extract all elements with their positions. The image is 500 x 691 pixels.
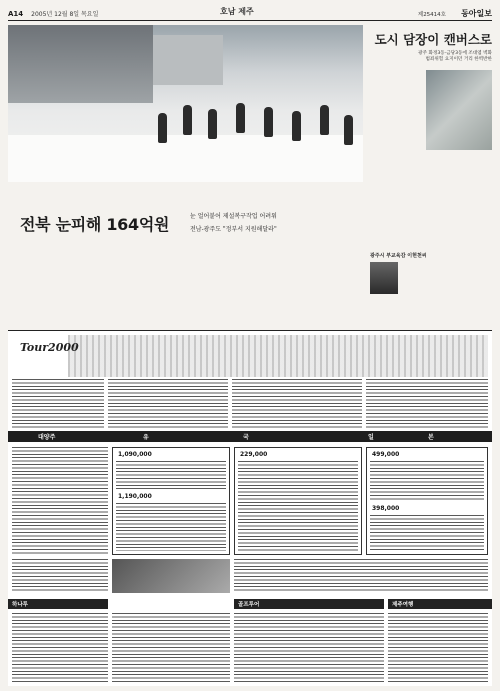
main-headline: 전북 눈피해 164억원 [20, 215, 170, 234]
photo-person [344, 115, 353, 145]
ad-price: 1,190,000 [118, 493, 152, 500]
photo-building [153, 35, 223, 85]
mural-photo [426, 70, 492, 150]
ad-listing-block [116, 461, 226, 489]
side-story-subtitle [370, 51, 492, 64]
side-story-header [370, 30, 492, 64]
photo-building [8, 25, 153, 103]
region-label: 일 [368, 434, 374, 441]
side-subtitle-line: 광주 화정3동·금당3동에 조대엽 벽화 [418, 51, 492, 56]
photo-person [292, 111, 301, 141]
profile-title: 광주시 부교육감 이현천씨 [370, 253, 427, 259]
ad-price: 1,090,000 [118, 451, 152, 458]
photo-person [236, 103, 245, 133]
ad-listing-block [370, 515, 484, 551]
profile-photo [370, 262, 398, 294]
photo-person [183, 105, 192, 135]
news-photo-snow-clearing [8, 25, 363, 182]
ad-listing-block [234, 559, 488, 593]
ad-bar: 하나투 [8, 599, 108, 609]
advertisement-section [8, 330, 492, 686]
ad-listing-block [116, 503, 226, 551]
region-label: 유 [143, 434, 149, 441]
photo-snow [8, 135, 363, 182]
ad-listing-block [12, 559, 108, 593]
ad-listing-block [12, 447, 108, 555]
ad-listing-block [370, 461, 484, 501]
paper-name: 동아일보 [461, 8, 492, 18]
photo-person [158, 113, 167, 143]
ad-listing-block [108, 379, 228, 429]
ad-listing-block [12, 379, 104, 429]
issue-date: 2005년 12월 8일 목요일 [31, 11, 99, 18]
page-header [8, 5, 492, 21]
region-bar [8, 431, 492, 442]
page-number: A14 [8, 10, 24, 18]
ad-listing-block [112, 613, 230, 683]
ad-price: 398,000 [372, 505, 400, 512]
issue-number: 제25414호 [417, 12, 446, 18]
ad-image [112, 559, 230, 593]
ad-listing-block [238, 461, 358, 551]
photo-person [208, 109, 217, 139]
ad-bar: 골프투어 [234, 599, 384, 609]
ad-listing-block [12, 613, 108, 683]
ad-listing-block [232, 379, 362, 429]
ad-banner [68, 335, 488, 377]
ad-bar: 제주여행 [388, 599, 492, 609]
region-label: 국 [243, 434, 249, 441]
ad-listing-block [388, 613, 488, 683]
photo-person [264, 107, 273, 137]
photo-person [320, 105, 329, 135]
ad-logo: Tour2000 [20, 341, 79, 354]
ad-price: 229,000 [240, 451, 268, 458]
ad-price: 499,000 [372, 451, 400, 458]
region-label: 본 [428, 434, 434, 441]
region-label: 대양주 [38, 434, 56, 441]
side-story-title: 도시 담장이 캔버스로 [374, 32, 492, 47]
ad-listing-block [234, 613, 384, 683]
ad-listing-block [366, 379, 488, 429]
headline-tagline: 전남-광주도 "정부서 지원해달라" [190, 226, 277, 233]
headline-tagline: 눈 얼어붙어 제설복구작업 어려워 [190, 213, 277, 220]
section-name: 호남 제주 [220, 6, 254, 16]
side-subtitle-line: 범죄위험 요지이던 거리 한벽반한 [425, 57, 492, 63]
